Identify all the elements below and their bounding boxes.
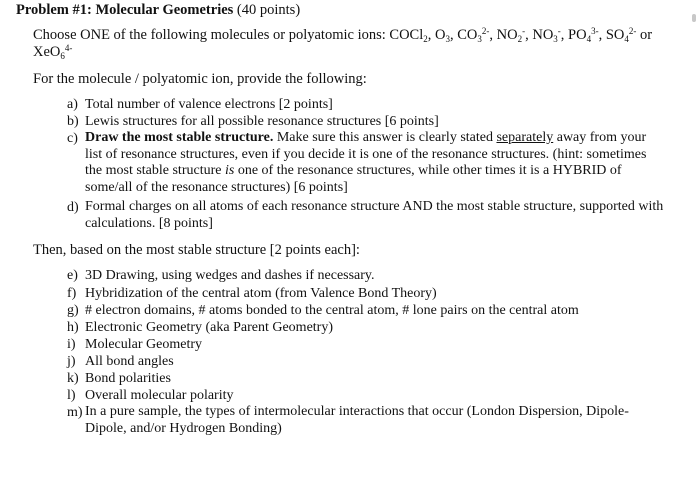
provide-instruction: For the molecule / polyatomic ion, provide the following: <box>33 71 367 87</box>
item-e-label: e) <box>67 268 78 283</box>
choose-instruction-cont <box>33 44 72 61</box>
choose-lead: Choose ONE of the following molecules or polyatomic ions: COCl <box>33 27 424 43</box>
item-f-label: f) <box>67 286 77 301</box>
item-c-part1: Make sure this answer is clearly stated <box>273 130 497 145</box>
item-d-label: d) <box>67 200 79 215</box>
item-h-text: Electronic Geometry (aka Parent Geometry) <box>85 320 334 335</box>
scroll-edge-mark <box>692 14 696 22</box>
item-e-text: 3D Drawing, using wedges and dashes if necessary. <box>85 268 375 283</box>
item-h-label: h) <box>67 320 79 335</box>
sub-co3: 3 <box>477 34 482 44</box>
item-c-text <box>85 130 665 196</box>
item-l-label: l) <box>67 388 76 403</box>
sub-no2: 2 <box>517 34 523 44</box>
item-c-italic: is <box>224 163 235 179</box>
sup-so4: 2- <box>628 26 637 36</box>
sub-po4: 4 <box>586 34 592 44</box>
sub-no3: 3 <box>553 34 558 44</box>
item-l-text: Overall molecular polarity <box>85 388 234 403</box>
species-xeo6: XeO <box>33 44 61 60</box>
item-k-label: k) <box>67 371 79 386</box>
sub-xeo6: 6 <box>60 51 65 61</box>
species-so4: , SO <box>598 27 625 43</box>
sub-o3: 3 <box>445 34 450 44</box>
item-d-text: Formal charges on all atoms of each resonance structure AND the most stable structure, supported with calculations. [8 points] <box>85 199 664 231</box>
problem-title <box>16 2 300 19</box>
item-b-label: b) <box>67 114 79 129</box>
item-k-text: Bond polarities <box>85 371 171 386</box>
sup-no3: - <box>557 26 561 36</box>
choose-or: or <box>636 27 653 43</box>
item-i-text: Molecular Geometry <box>85 337 203 352</box>
item-m-text: In a pure sample, the types of intermolecular interactions that occur (London Dispersion, Dipole-Dipole, and/or Hydrogen Bonding) <box>85 404 629 436</box>
species-o3: , O <box>427 27 446 43</box>
sup-xeo6: 4- <box>64 43 73 53</box>
sub-so4: 4 <box>624 34 629 44</box>
species-no3: , NO <box>525 27 554 43</box>
then-instruction: Then, based on the most stable structure [2 points each]: <box>33 242 360 258</box>
choose-instruction <box>33 27 652 44</box>
item-c-part2: away from your list of resonance structures, even if you decide it is one of the resonance structures. (hint: sometimes the most stable structure <box>85 130 647 179</box>
sub-cocl2: 2 <box>423 34 428 44</box>
item-j-label: j) <box>67 354 76 369</box>
item-g-text: # electron domains, # atoms bonded to the central atom, # lone pairs on the central atom <box>85 303 579 318</box>
problem-points: (40 points) <box>236 2 301 18</box>
item-j-text: All bond angles <box>85 354 174 369</box>
sup-no2: - <box>522 26 526 36</box>
species-no2: , NO <box>489 27 518 43</box>
item-a-text: Total number of valence electrons [2 points] <box>85 97 333 112</box>
item-c-label: c) <box>67 131 78 146</box>
item-b-text: Lewis structures for all possible resonance structures [6 points] <box>85 114 439 129</box>
item-m-label: m) <box>67 405 83 420</box>
species-co3: , CO <box>449 27 478 43</box>
sup-po4: 3- <box>591 26 599 36</box>
item-c-part3: one of the resonance structures, while other times it is a HYBRID of some/all of the resonance structures) [6 points] <box>85 163 622 195</box>
item-a-label: a) <box>67 97 78 112</box>
item-i-label: i) <box>67 337 76 352</box>
item-g-label: g) <box>67 303 79 318</box>
problem-title-bold: Problem #1: Molecular Geometries <box>16 2 234 18</box>
item-f-text: Hybridization of the central atom (from Valence Bond Theory) <box>85 286 437 301</box>
sup-co3: 2- <box>481 26 490 36</box>
item-c-bold: Draw the most stable structure. <box>85 130 274 145</box>
species-po4: , PO <box>560 27 587 43</box>
item-c-underlined: separately <box>496 130 554 145</box>
